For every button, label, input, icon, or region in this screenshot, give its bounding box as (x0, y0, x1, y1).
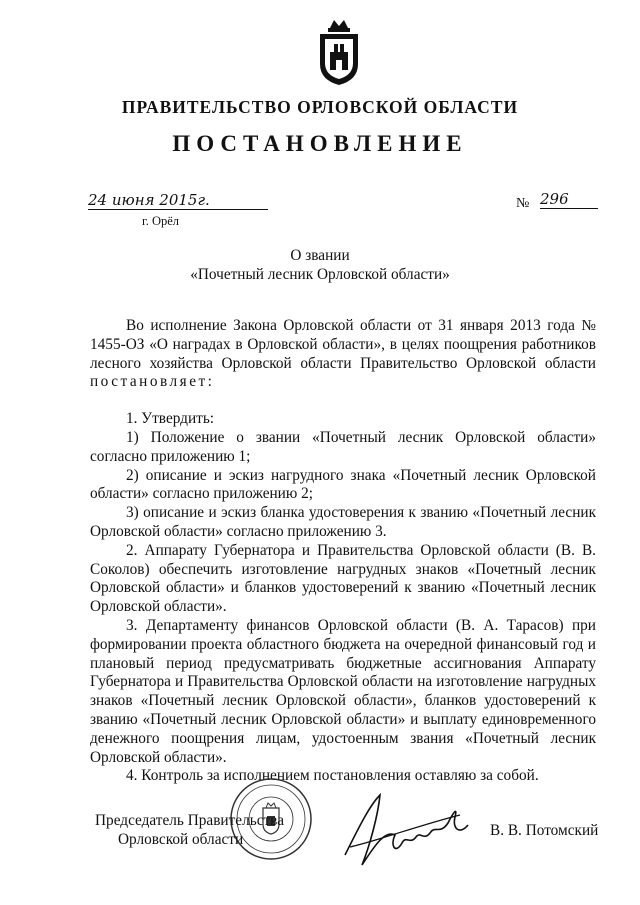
number-label: № (516, 196, 530, 211)
handwritten-signature-icon (340, 785, 470, 875)
signer-position-line-2: Орловской области (118, 831, 244, 848)
document-number: 296 (540, 190, 598, 209)
paragraph-4: 4. Контроль за исполнением постановления оставляю за собой. (126, 767, 539, 785)
government-name: ПРАВИТЕЛЬСТВО ОРЛОВСКОЙ ОБЛАСТИ (121, 97, 519, 117)
paragraph-2: 2. Аппарату Губернатора и Правительства Орловской области (В. В. Соколов) обеспечить изготовление нагрудных знаков «Почетный лесник Орловской области» и бланков удостоверений к званию «Почетный лесник Орловской области». (90, 541, 596, 616)
document-type: ПОСТАНОВЛЕНИЕ (172, 131, 468, 156)
paragraph-1-3: 3) описание и эскиз бланка удостоверения к званию «Почетный лесник Орловской области» согласно приложению 3. (90, 504, 596, 540)
title-line-1: О звании (290, 247, 350, 264)
paragraph-1-1: 1) Положение о звании «Почетный лесник Орловской области» согласно приложению 1; (90, 428, 596, 465)
coat-of-arms-icon (316, 18, 362, 86)
document-date: 24 июня 2015г. (88, 191, 268, 210)
intro-decree-word: постановляет: (90, 373, 215, 391)
document-title (0, 246, 640, 284)
document-body (90, 317, 596, 786)
paragraph-1: 1. Утвердить: (126, 410, 215, 428)
intro-paragraph (90, 317, 596, 392)
signer-position-line-1: Председатель Правительства (95, 812, 284, 829)
signer-name: В. В. Потомский (490, 822, 599, 839)
paragraph-1-2: 2) описание и эскиз нагрудного знака «Почетный лесник Орловской области» согласно приложению 2; (90, 466, 596, 503)
document-city: г. Орёл (142, 214, 180, 228)
paragraph-3: 3. Департаменту финансов Орловской области (В. А. Тарасов) при формировании проекта областного бюджета на очередной финансовый год и плановый период предусматривать бюджетные ассигнования Аппарату Губернатора и Правительства Орловской области на изготовление нагрудных знаков «Почетный лесник Орловской области», бланков удостоверений к званию «Почетный лесник Орловской области» и выплату единовременного денежного поощрения лицам, удостоенным звания «Почетный лесник Орловской области». (90, 616, 596, 766)
intro-text: Во исполнение Закона Орловской области от 31 января 2013 года № 1455-ОЗ «О наградах в Орловской области», в целях поощрения работников лесного хозяйства Орловской области Правительство Орловской области (90, 317, 596, 372)
title-line-2: «Почетный лесник Орловской области» (190, 266, 450, 283)
